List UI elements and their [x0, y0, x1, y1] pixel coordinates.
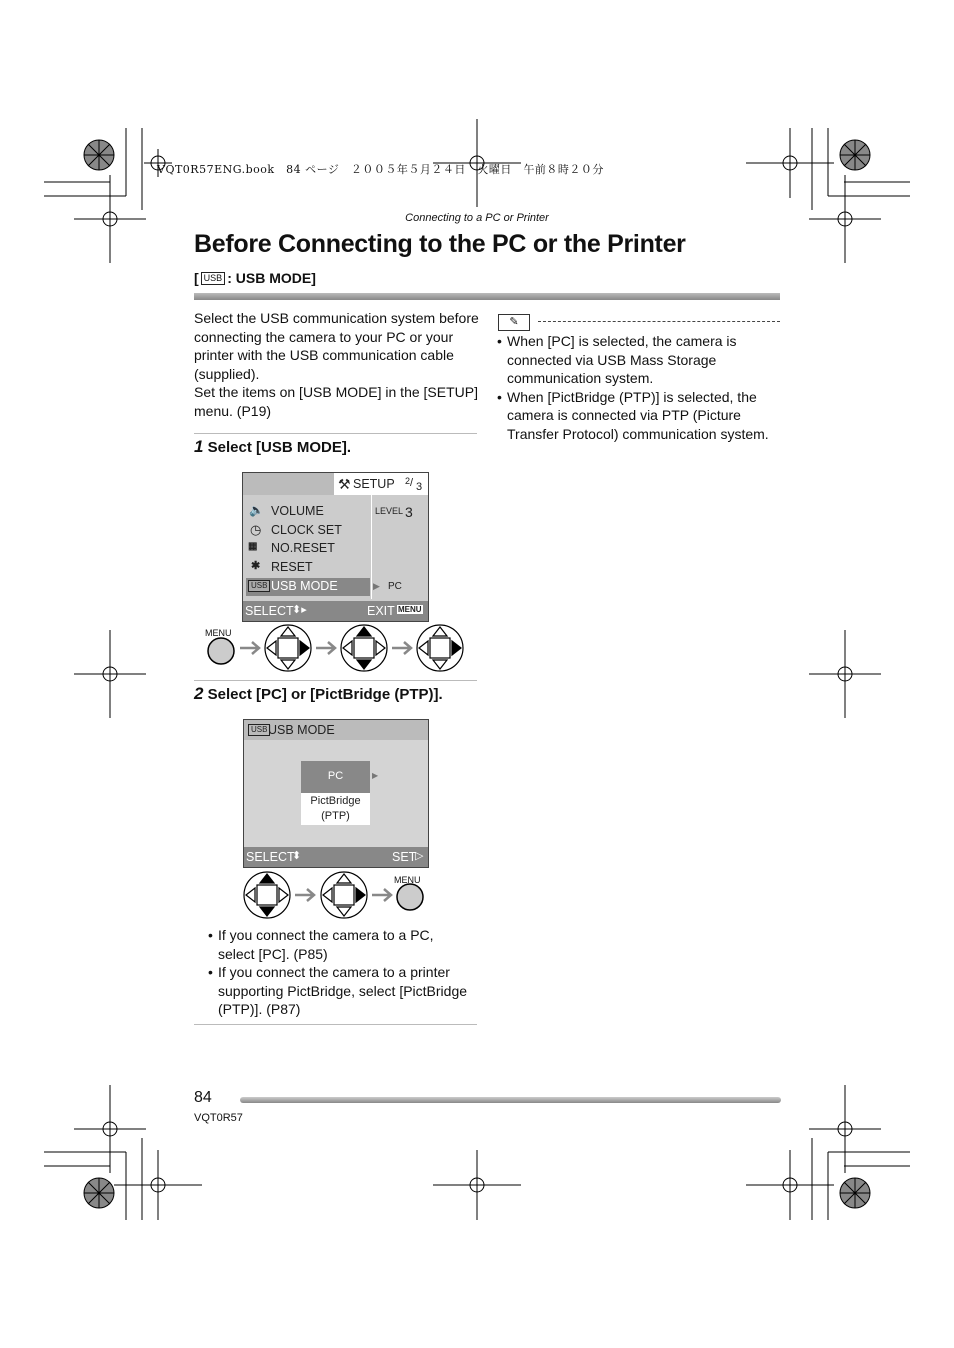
speaker-icon: 🔈	[249, 503, 264, 517]
menu-item-clock-set: CLOCK SET	[271, 523, 342, 537]
bullet-item: • If you connect the camera to a printer supporting PictBridge, select [PictBridge (PTP)]. (P87)	[206, 963, 471, 1019]
note-dashed-line	[538, 321, 780, 322]
usb-icon: USB	[201, 272, 226, 285]
setup-page-sep: /	[410, 477, 414, 489]
intro-paragraph-1: Select the USB communication system before connecting the camera to your PC or your printer with the USB communication cable (supplied).	[194, 310, 479, 382]
usb-mode-screen	[243, 719, 429, 868]
usb-mode-value: PC	[388, 581, 402, 592]
model-code: VQT0R57	[194, 1112, 243, 1124]
wrench-icon: ⚒	[338, 476, 351, 492]
step1-button-sequence	[200, 622, 470, 674]
step2-text: Select [PC] or [PictBridge (PTP)].	[207, 686, 443, 703]
step1-heading	[194, 437, 351, 457]
setup-title: SETUP	[353, 477, 395, 491]
usb-mode-title: USB MODE	[268, 723, 335, 737]
clock-icon: ◷	[250, 522, 262, 537]
dpad-icon	[244, 872, 290, 918]
bullet-item: • When [PictBridge (PTP)] is selected, the camera is connected via PTP (Picture Transfer Protocol) communication system.	[495, 388, 783, 444]
intro-paragraph-2: Set the items on [USB MODE] in the [SETUP] menu. (P19)	[194, 384, 478, 419]
subheading-label: : USB MODE]	[227, 270, 316, 286]
level-label: LEVEL	[375, 506, 404, 516]
running-header: Connecting to a PC or Printer	[405, 212, 549, 224]
arrow-right-icon	[316, 642, 335, 654]
set-label: SET	[392, 850, 417, 864]
step2-heading	[194, 684, 443, 704]
play-arrow-icon: ▶	[372, 771, 379, 780]
select-label: SELECT	[245, 604, 294, 618]
updown-right-arrow-icon: ⬍▸	[292, 604, 307, 616]
menu-button-label: MENU	[394, 875, 421, 885]
no-reset-icon: ▦	[248, 541, 258, 552]
bullet-item: • When [PC] is selected, the camera is connected via USB Mass Storage communication system.	[495, 332, 783, 388]
option-pictbridge: PictBridge	[310, 795, 361, 807]
page-title: Before Connecting to the PC or the Printer	[194, 230, 686, 258]
menu-item-usb-mode: USB MODE	[271, 579, 338, 593]
exit-label: EXIT	[367, 604, 395, 618]
level-value: 3	[405, 504, 413, 520]
option-pictbridge-ptp: (PTP)	[321, 810, 350, 822]
usb-icon: USB	[248, 580, 270, 592]
menu-button-icon	[397, 884, 423, 910]
step1-divider	[194, 433, 477, 434]
option-pc: PC	[327, 770, 344, 782]
dpad-icon	[417, 625, 463, 671]
step2-divider	[194, 680, 477, 681]
step2-bottom-divider	[194, 1024, 477, 1025]
select-label: SELECT	[246, 850, 295, 864]
menu-button-label: MENU	[205, 628, 232, 638]
menu-item-volume: VOLUME	[271, 504, 324, 518]
setup-menu-screen	[242, 472, 429, 622]
dpad-icon	[265, 625, 311, 671]
menu-item-reset: RESET	[271, 560, 313, 574]
reset-icon: ✱	[251, 560, 261, 572]
menu-button-icon	[208, 638, 234, 664]
play-arrow-icon: ▶	[373, 581, 380, 591]
dpad-icon	[341, 625, 387, 671]
step2-number: 2	[194, 684, 204, 703]
setup-page-den: 3	[416, 481, 423, 493]
dpad-icon	[321, 872, 367, 918]
menu-tag-icon: MENU	[398, 605, 422, 614]
footer-bar	[240, 1097, 781, 1103]
setup-page-num: 2	[405, 476, 411, 486]
setup-header-left	[243, 473, 334, 495]
usb-mode-subheading	[194, 270, 316, 286]
updown-arrow-icon: ⬍	[292, 850, 302, 862]
print-info-line: VQT0R57ENG.book 84 ページ ２００５年５月２４日 火曜日 午前８時２０分	[157, 163, 604, 176]
usb-icon: USB	[248, 724, 270, 736]
step1-number: 1	[194, 437, 204, 456]
note-icon: ✎	[498, 314, 530, 331]
arrow-right-icon	[240, 642, 259, 654]
menu-item-no-reset: NO.RESET	[271, 541, 335, 555]
arrow-right-icon	[295, 889, 314, 901]
intro-text	[194, 309, 484, 420]
note-bullets	[495, 332, 783, 443]
step2-bullets	[206, 926, 471, 1019]
bullet-item: • If you connect the camera to a PC, select [PC]. (P85)	[206, 926, 471, 963]
subheading-open-bracket: [	[194, 270, 199, 286]
page-number: 84	[194, 1089, 212, 1106]
title-rule	[194, 293, 780, 300]
arrow-right-icon	[392, 642, 411, 654]
setup-divider	[371, 495, 372, 599]
arrow-right-icon	[372, 889, 391, 901]
step1-text: Select [USB MODE].	[207, 439, 351, 456]
right-arrow-outline-icon: ▷	[415, 850, 424, 862]
